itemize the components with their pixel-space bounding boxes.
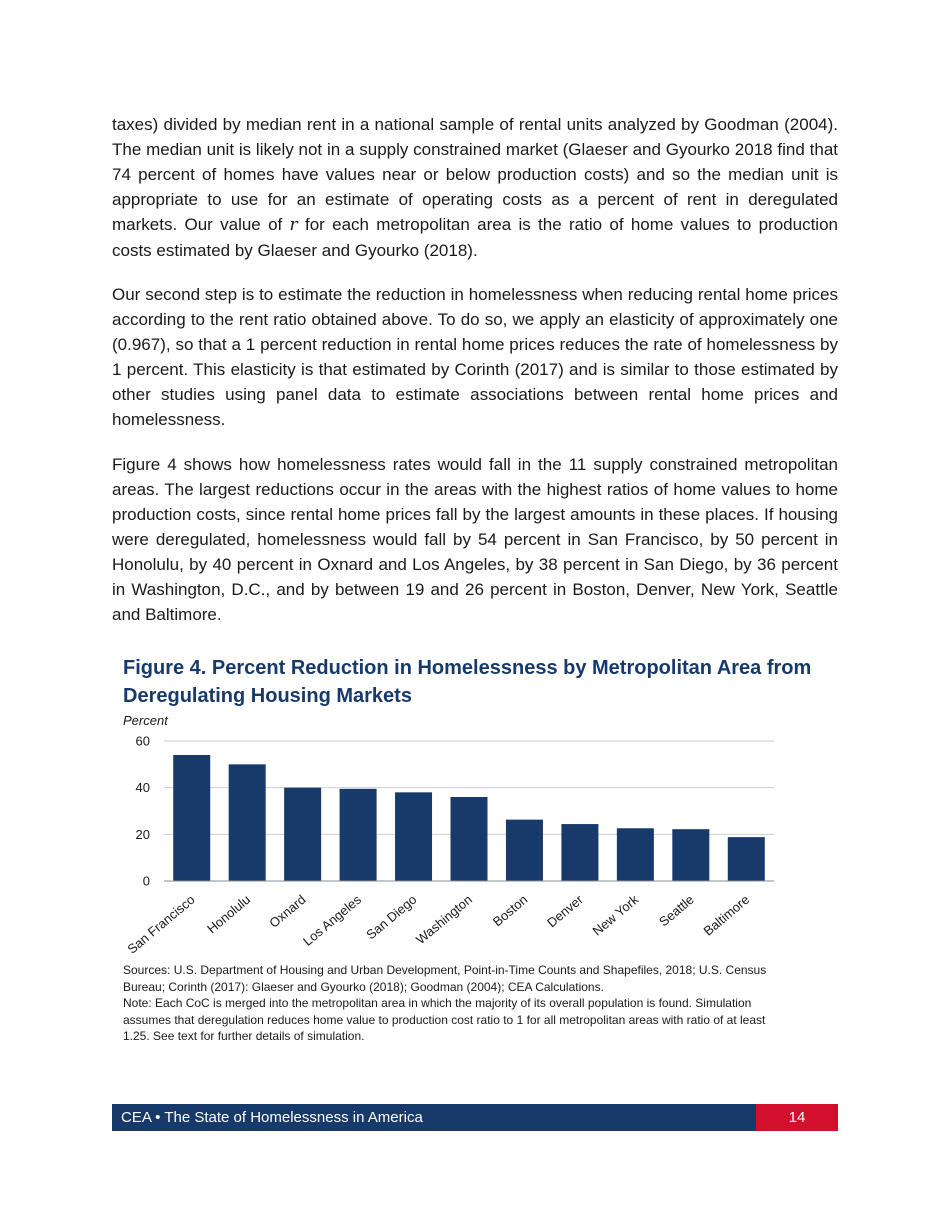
paragraph-1-text-a: taxes) divided by median rent in a national sample of rental units analyzed by Goodman (2004). The median unit is likely not in a supply constrained market (Glaeser and Gyourko 2018 find that 74 percent of homes have values near or below production costs) and so the median unit is appropriate to use for an estimate of operating costs as a percent of rent in deregulated markets. Our value of bbox=[112, 115, 838, 234]
x-tick-label: San Diego bbox=[363, 891, 420, 943]
x-tick-label: New York bbox=[589, 891, 642, 939]
note-text: Note: Each CoC is merged into the metropolitan area in which the majority of its overall population is found. Simulation assumes that deregulation reduces home value to production cost ratio to 1 for all metropolitan areas with ratio of at least 1.25. See text for further details of simulation. bbox=[123, 996, 766, 1044]
y-axis-label: Percent bbox=[123, 713, 168, 728]
paragraph-3: Figure 4 shows how homelessness rates would fall in the 11 supply constrained metropolitan areas. The largest reductions occur in the areas with the highest ratios of home values to home production costs, since rental home prices fall by the largest amounts in these places. If housing were deregulated, homelessness would fall by 54 percent in San Francisco, by 50 percent in Honolulu, by 40 percent in Oxnard and Los Angeles, by 38 percent in San Diego, by 36 percent in Washington, D.C., and by between 19 and 26 percent in Boston, Denver, New York, Seattle and Baltimore. bbox=[112, 455, 838, 624]
x-tick-label: Boston bbox=[489, 891, 531, 930]
x-tick-label: Denver bbox=[544, 891, 586, 931]
y-tick-label: 60 bbox=[135, 733, 150, 749]
bar bbox=[340, 789, 377, 881]
sources-text: Sources: U.S. Department of Housing and Urban Development, Point-in-Time Counts and Shapefiles, 2018; U.S. Census Bureau; Corinth (2017): Glaeser and Gyourko (2018); Goodman (2004); CEA Calculations. bbox=[123, 963, 767, 994]
bar bbox=[229, 764, 266, 881]
x-tick-label: Baltimore bbox=[700, 891, 753, 939]
footer-title: CEA • The State of Homelessness in America bbox=[121, 1109, 423, 1126]
y-tick-label: 20 bbox=[135, 826, 150, 842]
paragraph-1 bbox=[112, 112, 838, 263]
y-tick-label: 0 bbox=[142, 873, 150, 889]
page-number: 14 bbox=[756, 1104, 838, 1131]
bar bbox=[617, 828, 654, 881]
bar-chart bbox=[112, 710, 792, 960]
bar bbox=[672, 829, 709, 881]
bar bbox=[451, 797, 488, 881]
x-tick-label: San Francisco bbox=[124, 891, 198, 957]
x-axis-ticks bbox=[124, 891, 752, 956]
x-tick-label: Los Angeles bbox=[300, 891, 365, 949]
bar bbox=[173, 755, 210, 881]
paragraph-2: Our second step is to estimate the reduction in homelessness when reducing rental home prices according to the rent ratio obtained above. To do so, we apply an elasticity of approximately one (0.967), so that a 1 percent reduction in rental home prices reduces the rate of homelessness by 1 percent. This elasticity is that estimated by Corinth (2017) and is similar to those estimated by other studies using panel data to estimate associations between rental home prices and homelessness. bbox=[112, 285, 838, 429]
page-footer bbox=[112, 1104, 838, 1131]
bar bbox=[284, 788, 321, 881]
x-tick-label: Washington bbox=[413, 891, 475, 948]
paragraph-1-text-b: for each metropolitan area is the ratio of home values to production costs estimated by Glaeser and Gyourko (2018). bbox=[112, 215, 838, 260]
x-tick-label: Seattle bbox=[656, 891, 697, 930]
bar bbox=[728, 837, 765, 881]
y-axis-ticks bbox=[136, 734, 150, 889]
figure-title: Figure 4. Percent Reduction in Homelessness by Metropolitan Area from Deregulating Housing Markets bbox=[123, 657, 812, 707]
bar bbox=[561, 824, 598, 881]
variable-r: r bbox=[289, 215, 298, 235]
y-tick-label: 40 bbox=[135, 780, 150, 796]
bars bbox=[173, 755, 765, 881]
x-tick-label: Honolulu bbox=[204, 891, 254, 937]
bar bbox=[395, 792, 432, 881]
figure-sources-notes bbox=[123, 962, 783, 1045]
bar bbox=[506, 820, 543, 881]
x-tick-label: Oxnard bbox=[266, 891, 309, 931]
